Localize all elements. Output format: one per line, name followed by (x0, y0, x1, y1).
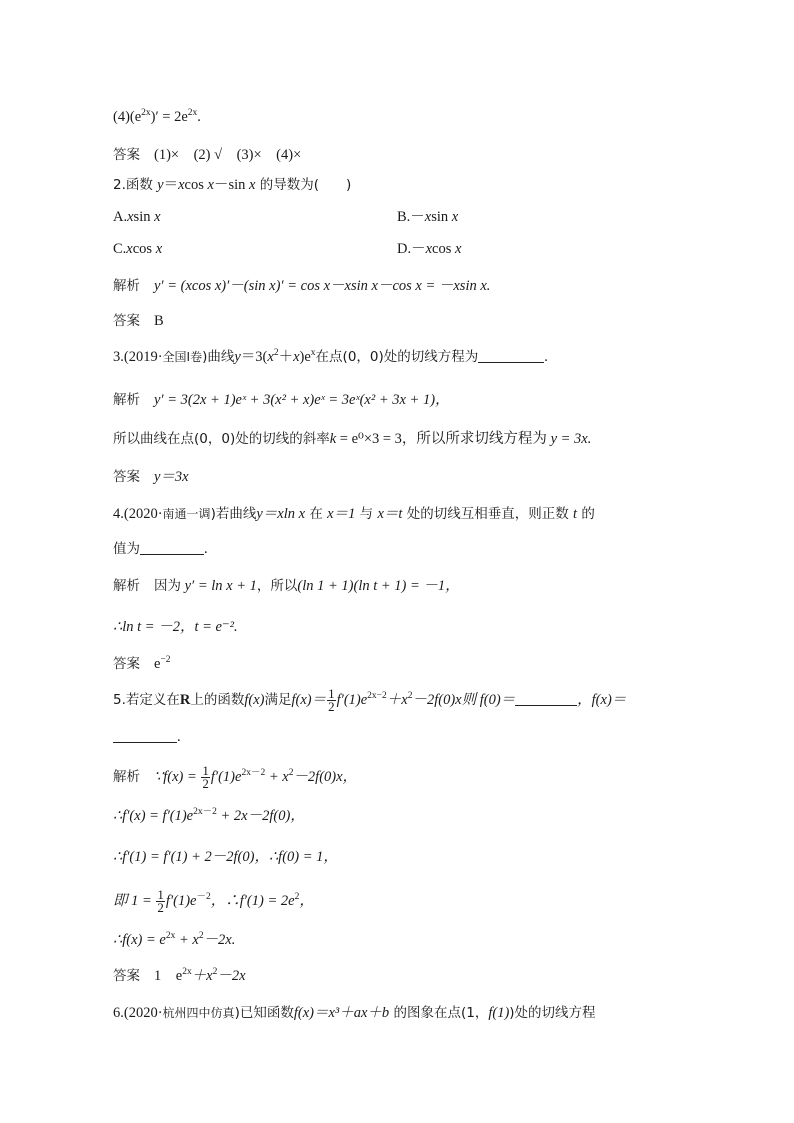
answer-label: 答案 (113, 968, 140, 984)
source-tag: 南通一调 (162, 507, 211, 521)
q5-analysis-5: ∴f(x) = $e^{2x} + x^2-2x$. (113, 931, 236, 948)
q2-answer: 答案 B (113, 313, 164, 329)
q5-answer: 答案 1 $e^{2x}+x^2-2x$ (113, 967, 246, 984)
q4-analysis-line2: ∴ln t = －2，t = e⁻². (113, 619, 238, 635)
q4-analysis: 解析 因为 y′ = ln x + 1，所以(ln 1 + 1)(ln t + 1) = －1， (113, 578, 460, 594)
q5-analysis-2: ∴f′(x) = $f'(1)e^{2x-2} + 2x-2f(0)$， (113, 807, 305, 824)
q3-stem: 3.(2019·全国Ⅰ卷)曲线$y=3(x^2+x)e^x$在点(0，0)处的切线方程为 . (113, 348, 548, 365)
source-tag: 全国Ⅰ卷 (162, 350, 203, 364)
q2-option-c: C.xcos x (113, 241, 163, 257)
q5-analysis-3: ∴f′(1) = f′(1) + 2－2f(0)，∴f(0) = 1， (113, 849, 338, 865)
q4-stem: 4.(2020·南通一调)若曲线y＝xln x 在 x＝1 与 x＝t 处的切线互相垂直，则正数 t 的 (113, 506, 595, 522)
answer-blank[interactable] (113, 728, 177, 743)
fraction: $\frac{1}{2}$ (202, 763, 209, 791)
q2-analysis (113, 276, 490, 296)
analysis-text: y′ = (xcos x)′－(sin x)′ = cos x－xsin x－cos x = －xsin x. (154, 278, 491, 294)
q4-stem-line2: 值为 . (113, 541, 208, 557)
answer-blank[interactable] (478, 348, 544, 363)
q3-analysis: 解析 y′ = 3(2x + 1)eˣ + 3(x² + x)eˣ = 3eˣ(x² + 3x + 1)， (113, 392, 450, 408)
answer-label: 答案 (113, 469, 140, 485)
analysis-label: 解析 (113, 578, 140, 594)
q3-answer: 答案 y＝3x (113, 469, 189, 485)
q3-analysis-line2: 所以曲线在点(0，0)处的切线的斜率k = e⁰×3 = 3，所以所求切线方程为 y = 3x. (113, 431, 592, 447)
answer-label: 答案 (113, 656, 140, 672)
analysis-label: 解析 (113, 278, 140, 294)
q5-analysis-1: 解析 ∵f(x) = $\frac{1}{2}$ $f'(1)e^{2x-2} + x^2-2f(0)x$， (113, 763, 358, 791)
q5-stem-line2: . (113, 727, 181, 747)
q1-answer (113, 145, 301, 165)
analysis-label: 解析 (113, 392, 140, 408)
q5-analysis-4: 即 1 = $\frac{1}{2}$ $f'(1)e^{-2}$，∴f′(1) = $2e^2$， (113, 887, 314, 915)
fraction: $\frac{1}{2}$ (157, 887, 164, 915)
q2-option-a: A.xsin x (113, 209, 161, 225)
q1-item4: $(4)(e^{2x})' = 2e^{2x}$. (113, 108, 201, 125)
q2-stem: 2.函数 y＝xcos x－sin x 的导数为( ) (113, 177, 352, 193)
answer-label: 答案 (113, 313, 140, 329)
q5-stem: 5.若定义在R上的函数f(x)满足f(x)＝ $\frac{1}{2}$ $f'(1)e^{2x-2}+x^2-2f(0)x$则 f(0)＝ ，f(x)＝ (113, 686, 627, 714)
q6-stem: 6.(2020·杭州四中仿真)已知函数f(x)＝x³＋ax＋b 的图象在点(1，f(1))处的切线方程 (113, 1005, 596, 1021)
answer-blank[interactable] (140, 540, 204, 555)
answer-text: (1)× (2) √ (3)× (4)× (154, 147, 302, 163)
answer-label: 答案 (113, 147, 140, 163)
q4-answer: 答案 $e^{-2}$ (113, 655, 171, 672)
fraction: $\frac{1}{2}$ (328, 686, 335, 714)
source-tag: 杭州四中仿真 (162, 1006, 235, 1020)
answer-blank[interactable] (515, 691, 577, 706)
analysis-label: 解析 (113, 768, 140, 785)
q2-option-d: D.－xcos x (397, 241, 462, 257)
q2-option-b: B.－xsin x (397, 209, 459, 225)
